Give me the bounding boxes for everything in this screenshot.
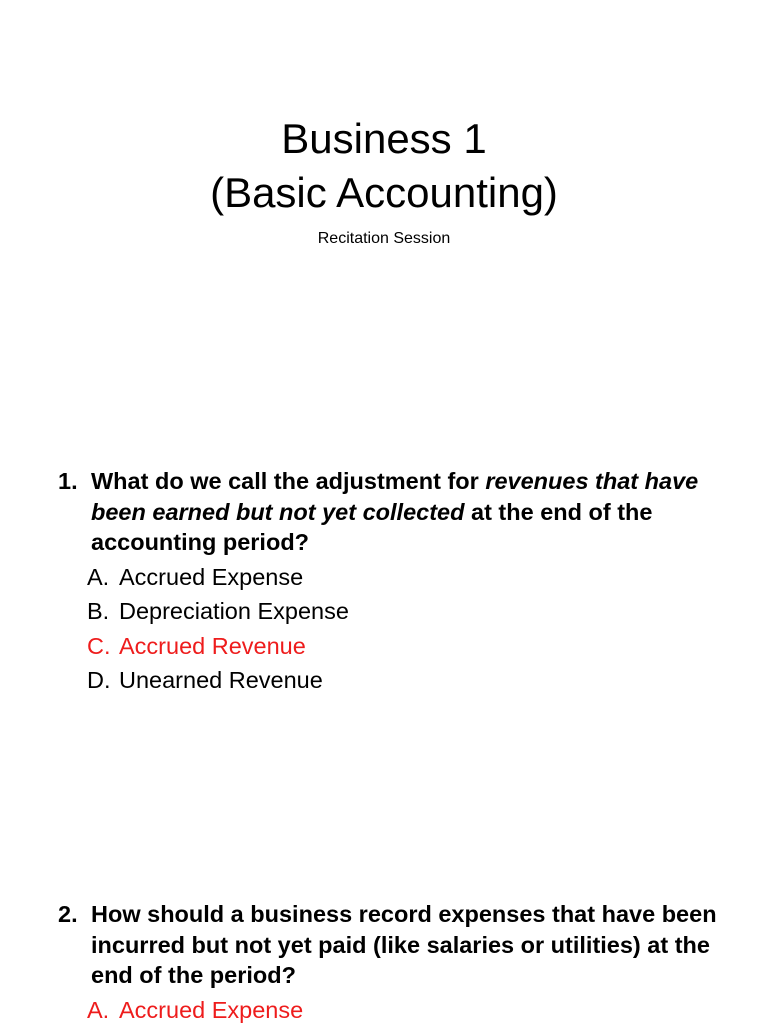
page-subtitle: Recitation Session bbox=[0, 229, 768, 249]
question-2-option-a-correct bbox=[87, 993, 718, 1027]
option-label: Accrued Revenue bbox=[119, 629, 306, 664]
option-label: Depreciation Expense bbox=[119, 594, 349, 629]
page-title-line-1: Business 1 bbox=[0, 112, 768, 166]
question-1-options bbox=[87, 560, 718, 698]
question-1-row bbox=[58, 466, 718, 558]
title-block bbox=[0, 112, 768, 220]
option-letter: A. bbox=[87, 993, 119, 1027]
question-1-option-c-correct bbox=[87, 629, 718, 664]
question-1-text-italic: revenues that have been earned but not yet collected bbox=[91, 468, 698, 525]
question-2 bbox=[58, 899, 718, 1027]
question-2-options bbox=[87, 993, 718, 1027]
option-letter: B. bbox=[87, 594, 119, 629]
question-2-number: 2. bbox=[58, 899, 91, 930]
question-1-option-a bbox=[87, 560, 718, 595]
option-label: Accrued Expense bbox=[119, 993, 303, 1027]
option-letter: A. bbox=[87, 560, 119, 595]
option-label: Unearned Revenue bbox=[119, 663, 323, 698]
question-1-text-part-1: What do we call the adjustment for bbox=[91, 468, 485, 494]
option-letter: C. bbox=[87, 629, 119, 664]
question-1-text bbox=[91, 466, 718, 558]
option-label: Accrued Expense bbox=[119, 560, 303, 595]
question-1-option-b bbox=[87, 594, 718, 629]
question-2-row bbox=[58, 899, 718, 991]
question-2-text: How should a business record expenses that have been incurred but not yet paid (like salaries or utilities) at the end of the period? bbox=[91, 899, 718, 991]
question-1-number: 1. bbox=[58, 466, 91, 497]
page-title-line-2: (Basic Accounting) bbox=[0, 166, 768, 220]
question-1-option-d bbox=[87, 663, 718, 698]
option-letter: D. bbox=[87, 663, 119, 698]
question-1-text-part-2: at the end of the accounting period? bbox=[91, 499, 652, 556]
question-1 bbox=[58, 466, 718, 698]
